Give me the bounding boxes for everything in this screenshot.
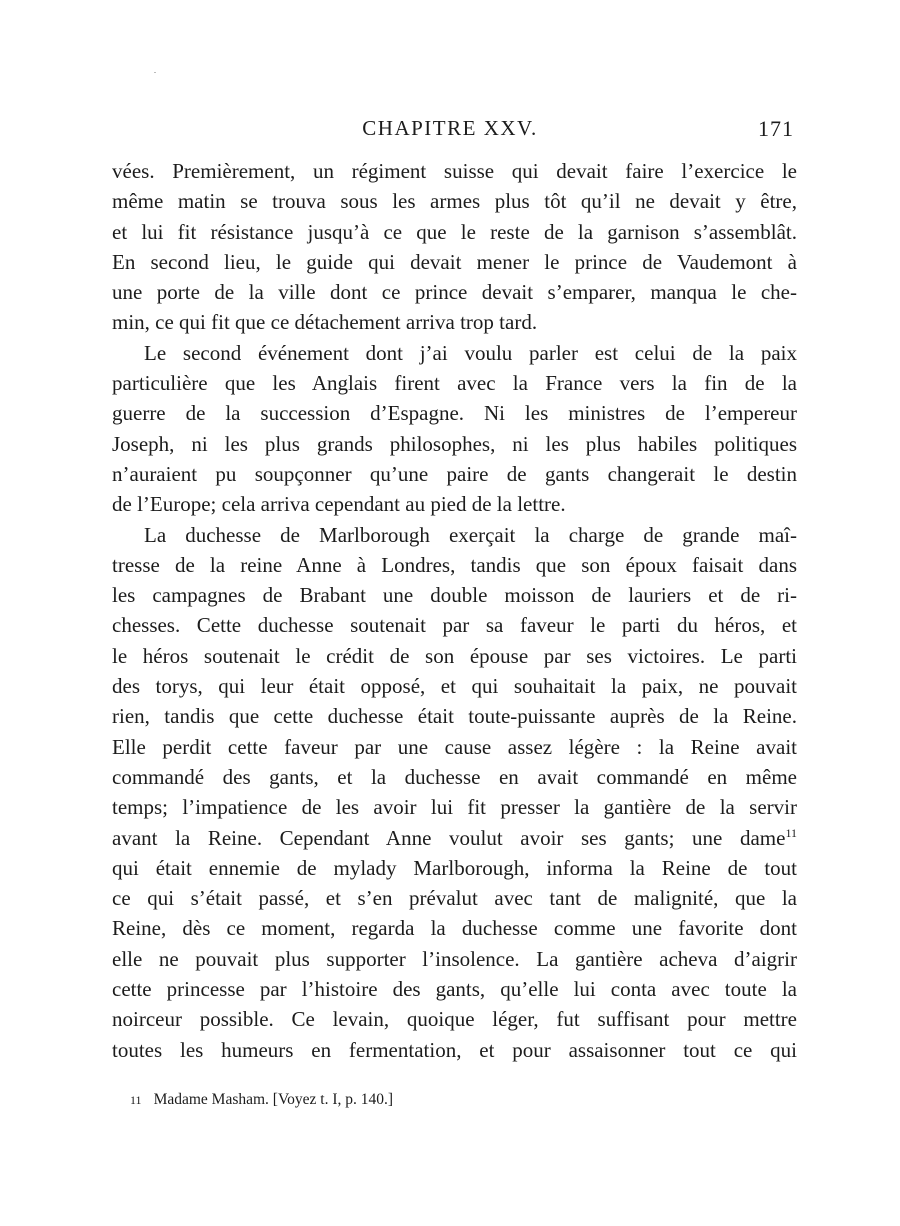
text-line: min, ce qui fit que ce détachement arriva trop tard.	[112, 310, 538, 335]
page-speck	[154, 72, 156, 73]
text-line: les campagnes de Brabant une double moisson de lauriers et de ri-	[112, 583, 797, 608]
text-line: rien, tandis que cette duchesse était toute-puissante auprès de la Reine.	[112, 704, 797, 729]
text-line: tresse de la reine Anne à Londres, tandis que son époux faisait dans	[112, 552, 797, 577]
text-line: avant la Reine. Cependant Anne voulut avoir ses gants; une dame	[112, 825, 786, 850]
text-line: même matin se trouva sous les armes plus tôt qu’il ne devait y être,	[112, 189, 797, 214]
chapter-title: CHAPITRE XXV.	[362, 116, 538, 140]
text-line: temps; l’impatience de les avoir lui fit presser la gantière de la servir	[112, 795, 797, 820]
text-line: noirceur possible. Ce levain, quoique léger, fut suffisant pour mettre	[112, 1007, 797, 1032]
body-text	[112, 156, 797, 1065]
footnote-text: Madame Masham. [Voyez t. I, p. 140.]	[153, 1091, 394, 1108]
running-head	[0, 112, 900, 142]
text-line: Le second événement dont j’ai voulu parler est celui de la paix	[144, 340, 797, 365]
text-line: Reine, dès ce moment, regarda la duchesse comme une favorite dont	[112, 916, 797, 941]
text-line: En second lieu, le guide qui devait mener le prince de Vaudemont à	[112, 249, 797, 274]
text-line: commandé des gants, et la duchesse en avait commandé en même	[112, 764, 797, 789]
footnote	[130, 1091, 393, 1109]
text-line: La duchesse de Marlborough exerçait la charge de grande maî-	[144, 522, 797, 547]
footnote-number: 11	[130, 1093, 142, 1107]
text-line: et lui fit résistance jusqu’à ce que le reste de la garnison s’assemblât.	[112, 219, 797, 244]
text-line: ce qui s’était passé, et s’en prévalut avec tant de malignité, que la	[112, 886, 797, 911]
text-line: des torys, qui leur était opposé, et qui souhaitait la paix, ne pouvait	[112, 674, 797, 699]
text-line: elle ne pouvait plus supporter l’insolence. La gantière acheva d’aigrir	[112, 946, 797, 971]
page-number: 171	[758, 116, 794, 141]
text-line: de l’Europe; cela arriva cependant au pied de la lettre.	[112, 492, 566, 517]
text-line: vées. Premièrement, un régiment suisse qui devait faire l’exercice le	[112, 159, 797, 183]
text-line: Joseph, ni les plus grands philosophes, ni les plus habiles politiques	[112, 431, 797, 456]
text-line: n’auraient pu soupçonner qu’une paire de gants changerait le destin	[112, 461, 797, 486]
text-line: chesses. Cette duchesse soutenait par sa faveur le parti du héros, et	[112, 613, 797, 638]
text-line: cette princesse par l’histoire des gants, qu’elle lui conta avec toute la	[112, 977, 797, 1002]
footnote-reference[interactable]: 11	[785, 825, 797, 840]
text-line-with-note	[112, 823, 797, 853]
text-line: particulière que les Anglais firent avec la France vers la fin de la	[112, 371, 797, 396]
text-line: une porte de la ville dont ce prince devait s’emparer, manqua le che-	[112, 280, 797, 305]
text-line: Elle perdit cette faveur par une cause assez légère : la Reine avait	[112, 734, 797, 759]
text-line: qui était ennemie de mylady Marlborough, informa la Reine de tout	[112, 855, 797, 880]
text-line: guerre de la succession d’Espagne. Ni les ministres de l’empereur	[112, 401, 797, 426]
text-line: toutes les humeurs en fermentation, et pour assaisonner tout ce qui	[112, 1037, 797, 1062]
text-line: le héros soutenait le crédit de son épouse par ses victoires. Le parti	[112, 643, 797, 668]
